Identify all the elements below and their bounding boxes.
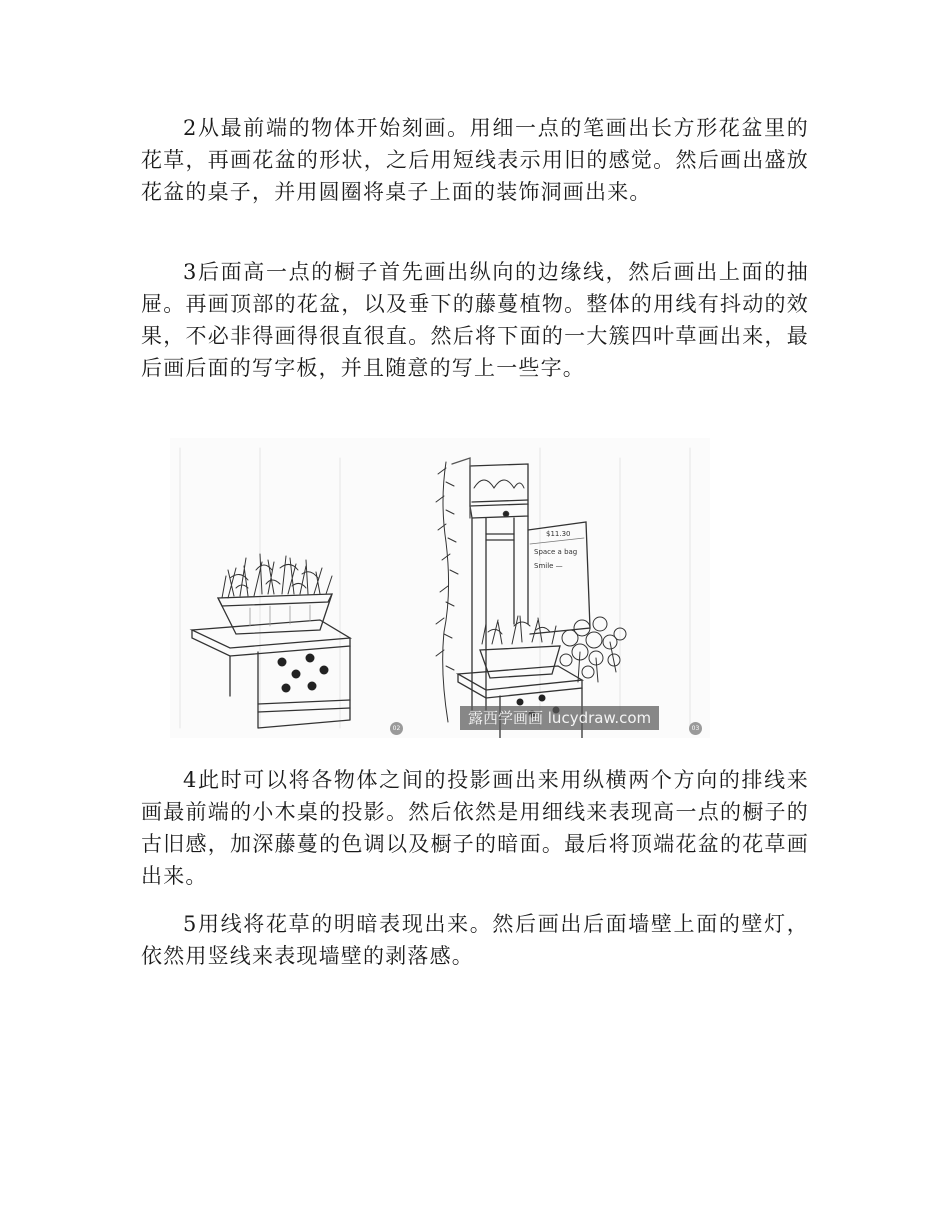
tall-cabinet [452, 458, 528, 710]
left-table [192, 620, 350, 728]
left-grass [222, 554, 332, 598]
sketch-drawing [170, 438, 710, 738]
left-planter [218, 594, 332, 634]
paragraph-step-2: 2从最前端的物体开始刻画。用细一点的笔画出长方形花盆里的花草，再画花盆的形状，之后用短线表示用旧的感觉。然后画出盛放花盆的桌子，并用圆圈将桌子上面的装饰洞画出来。 [141, 116, 809, 204]
sign-board [528, 522, 590, 634]
panel-number-badge: 02 [390, 722, 403, 735]
sign-line-1: Space a bag [534, 548, 578, 556]
sign-price: $11.30 [546, 530, 571, 538]
hanging-vine [436, 462, 458, 722]
paragraph-step-3: 3后面高一点的橱子首先画出纵向的边缘线，然后画出上面的抽屉。再画顶部的花盆，以及垂下的藤蔓植物。整体的用线有抖动的效果，不必非得画得很直很直。然后将下面的一大簇四叶草画出来，最后画后面的写字板，并且随意的写上一些字。 [141, 260, 809, 380]
sign-line-2: Smile — [534, 562, 563, 570]
sketch-illustration [170, 438, 710, 738]
paragraph-step-5: 5用线将花草的明暗表现出来。然后画出后面墙壁上面的壁灯，依然用竖线来表现墙壁的剥落感。 [141, 912, 809, 968]
watermark: 露西学画画 lucydraw.com [460, 706, 659, 730]
panel-number-badge: 03 [689, 722, 702, 735]
paragraph-step-4: 4此时可以将各物体之间的投影画出来用纵横两个方向的排线来画最前端的小木桌的投影。然后依然是用细线来表现高一点的橱子的古旧感，加深藤蔓的色调以及橱子的暗面。最后将顶端花盆的花草画出来。 [141, 768, 809, 888]
